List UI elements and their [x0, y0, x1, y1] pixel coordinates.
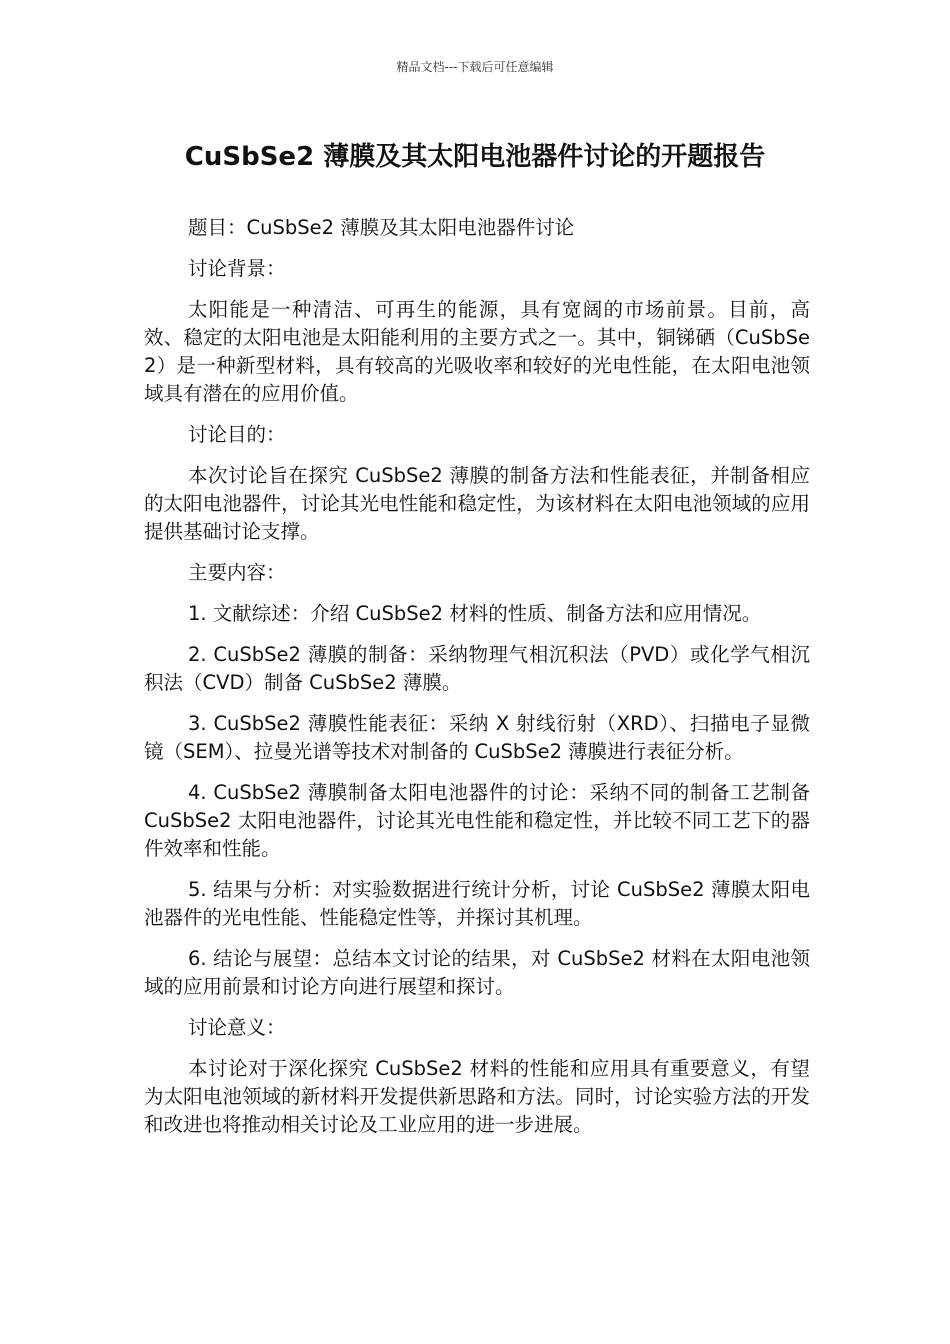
significance-paragraph: 本讨论对于深化探究 CuSbSe2 材料的性能和应用具有重要意义，有望为太阳电池领域的新材料开发提供新思路和方法。同时，讨论实验方法的开发和改进也将推动相关讨论及工业应用的进一步进展。	[144, 1057, 810, 1136]
content-item-3: 3. CuSbSe2 薄膜性能表征：采纳 X 射线衍射（XRD）、扫描电子显微镜（SEM）、拉曼光谱等技术对制备的 CuSbSe2 薄膜进行表征分析。	[144, 712, 810, 763]
background-label: 讨论背景：	[188, 257, 286, 280]
header-note: 精品文档---下载后可任意编辑	[396, 60, 554, 74]
content-item-5: 5. 结果与分析：对实验数据进行统计分析，讨论 CuSbSe2 薄膜太阳电池器件的光电性能、性能稳定性等，并探讨其机理。	[144, 878, 810, 929]
content-item-6: 6. 结论与展望：总结本文讨论的结果，对 CuSbSe2 材料在太阳电池领域的应用前景和讨论方向进行展望和探讨。	[144, 947, 810, 998]
topic-line: 题目：CuSbSe2 薄膜及其太阳电池器件讨论	[188, 216, 575, 239]
document-body	[144, 214, 810, 1152]
document-title: CuSbSe2 薄膜及其太阳电池器件讨论的开题报告	[184, 142, 766, 172]
significance-label: 讨论意义：	[188, 1016, 286, 1039]
content-label: 主要内容：	[188, 561, 286, 584]
content-item-1: 1. 文献综述：介绍 CuSbSe2 材料的性质、制备方法和应用情况。	[188, 602, 762, 625]
background-paragraph: 太阳能是一种清洁、可再生的能源，具有宽阔的市场前景。目前，高效、稳定的太阳电池是太阳能利用的主要方式之一。其中，铜锑硒（CuSbSe2）是一种新型材料，具有较高的光吸收率和较好的光电性能，在太阳电池领域具有潜在的应用价值。	[144, 298, 810, 405]
purpose-paragraph: 本次讨论旨在探究 CuSbSe2 薄膜的制备方法和性能表征，并制备相应的太阳电池器件，讨论其光电性能和稳定性，为该材料在太阳电池领域的应用提供基础讨论支撑。	[144, 464, 810, 543]
content-item-2: 2. CuSbSe2 薄膜的制备：采纳物理气相沉积法（PVD）或化学气相沉积法（CVD）制备 CuSbSe2 薄膜。	[144, 643, 810, 694]
content-item-4: 4. CuSbSe2 薄膜制备太阳电池器件的讨论：采纳不同的制备工艺制备 CuSbSe2 太阳电池器件，讨论其光电性能和稳定性，并比较不同工艺下的器件效率和性能。	[144, 781, 810, 860]
purpose-label: 讨论目的：	[188, 423, 286, 446]
